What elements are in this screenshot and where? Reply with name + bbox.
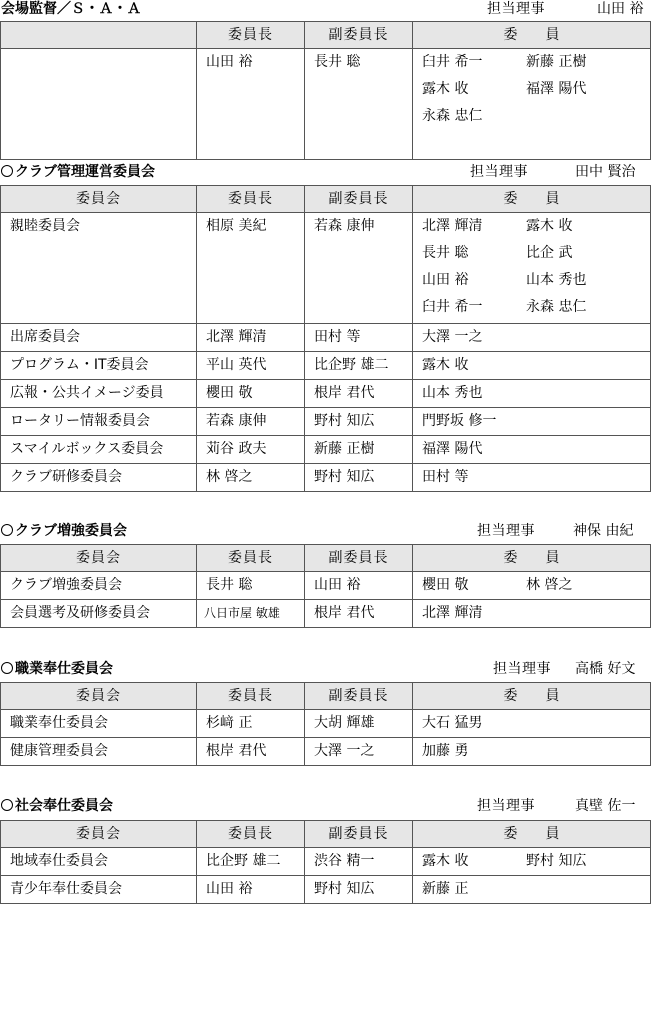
responsible-role: 担当理事 bbox=[477, 798, 535, 814]
responsible-director bbox=[470, 163, 636, 181]
member-name: 比企 武 bbox=[526, 245, 573, 261]
members-cell bbox=[413, 738, 651, 766]
members-cell bbox=[413, 436, 651, 464]
member-name: 田村 等 bbox=[422, 469, 469, 485]
member-name: 露木 收 bbox=[422, 853, 469, 869]
committee-table bbox=[0, 820, 651, 904]
table-row bbox=[1, 352, 651, 380]
table-header-row bbox=[1, 545, 651, 572]
member-name: 北澤 輝清 bbox=[422, 605, 483, 621]
responsible-name: 神保 由紀 bbox=[573, 523, 634, 539]
chair-cell: 櫻田 敬 bbox=[197, 380, 305, 408]
circle-bullet-icon bbox=[1, 165, 13, 177]
committee-name-cell: 出席委員会 bbox=[1, 324, 197, 352]
members-list bbox=[422, 848, 650, 875]
vice-chair-cell: 野村 知広 bbox=[305, 408, 413, 436]
section-title bbox=[1, 797, 113, 815]
members-cell bbox=[413, 876, 651, 904]
table-header-row bbox=[1, 22, 651, 49]
chair-cell: 八日市屋 敏雄 bbox=[197, 600, 305, 628]
members-list bbox=[422, 876, 650, 903]
table-header-row bbox=[1, 821, 651, 848]
responsible-role: 担当理事 bbox=[487, 1, 545, 17]
table-header-row bbox=[1, 186, 651, 213]
section-title-text: クラブ管理運営委員会 bbox=[15, 164, 155, 180]
members-cell bbox=[413, 600, 651, 628]
committee-name-cell: クラブ研修委員会 bbox=[1, 464, 197, 492]
members-list bbox=[422, 408, 650, 435]
members-cell bbox=[413, 352, 651, 380]
members-cell bbox=[413, 213, 651, 324]
member-name: 山本 秀也 bbox=[422, 385, 483, 401]
responsible-director bbox=[477, 522, 634, 540]
committee-name-cell: プログラム・IT委員会 bbox=[1, 352, 197, 380]
column-header: 委員長 bbox=[197, 22, 305, 49]
member-name: 露木 收 bbox=[422, 81, 469, 97]
committee-table bbox=[0, 682, 651, 766]
committee-name-cell: 親睦委員会 bbox=[1, 213, 197, 324]
chair-cell: 平山 英代 bbox=[197, 352, 305, 380]
vice-chair-cell: 野村 知広 bbox=[305, 876, 413, 904]
members-list bbox=[422, 464, 650, 491]
table-row bbox=[1, 436, 651, 464]
committee-name-cell: 会員選考及研修委員会 bbox=[1, 600, 197, 628]
member-name: 山田 裕 bbox=[422, 272, 469, 288]
table-row bbox=[1, 600, 651, 628]
table-row bbox=[1, 876, 651, 904]
section-title bbox=[1, 163, 155, 181]
members-cell bbox=[413, 380, 651, 408]
responsible-name: 高橋 好文 bbox=[575, 661, 636, 677]
members-cell bbox=[413, 464, 651, 492]
committee-table bbox=[0, 544, 651, 628]
committee-name-cell: 健康管理委員会 bbox=[1, 738, 197, 766]
member-name: 露木 收 bbox=[526, 218, 573, 234]
vice-chair-cell: 大澤 一之 bbox=[305, 738, 413, 766]
member-name: 新藤 正 bbox=[422, 881, 469, 897]
column-header: 委 員 bbox=[413, 186, 651, 213]
member-name: 長井 聡 bbox=[422, 245, 469, 261]
responsible-director bbox=[477, 797, 636, 815]
committee-name-cell: 地域奉仕委員会 bbox=[1, 848, 197, 876]
section-title bbox=[1, 660, 113, 678]
responsible-name: 山田 裕 bbox=[597, 1, 644, 17]
member-name: 櫻田 敬 bbox=[422, 577, 469, 593]
responsible-role: 担当理事 bbox=[470, 164, 528, 180]
committee-table bbox=[0, 21, 651, 160]
member-name: 福澤 陽代 bbox=[526, 81, 587, 97]
members-list bbox=[422, 380, 650, 407]
vice-chair-cell: 比企野 雄二 bbox=[305, 352, 413, 380]
members-list bbox=[422, 213, 650, 321]
column-header: 委員会 bbox=[1, 683, 197, 710]
table-row bbox=[1, 738, 651, 766]
responsible-role: 担当理事 bbox=[477, 523, 535, 539]
column-header: 委 員 bbox=[413, 821, 651, 848]
section-title-text: 職業奉仕委員会 bbox=[15, 661, 113, 677]
vice-chair-cell: 大胡 輝雄 bbox=[305, 710, 413, 738]
table-row bbox=[1, 213, 651, 324]
members-cell bbox=[413, 848, 651, 876]
column-header: 委員長 bbox=[197, 821, 305, 848]
section-heading bbox=[0, 522, 651, 542]
committee-name-cell: クラブ増強委員会 bbox=[1, 572, 197, 600]
committee-name-cell: 青少年奉仕委員会 bbox=[1, 876, 197, 904]
chair-cell: 根岸 君代 bbox=[197, 738, 305, 766]
chair-cell: 林 啓之 bbox=[197, 464, 305, 492]
vice-chair-cell: 田村 等 bbox=[305, 324, 413, 352]
member-name: 臼井 希一 bbox=[422, 54, 483, 70]
circle-bullet-icon bbox=[1, 524, 13, 536]
responsible-director bbox=[493, 660, 636, 678]
circle-bullet-icon bbox=[1, 799, 13, 811]
table-row bbox=[1, 380, 651, 408]
column-header: 副委員長 bbox=[305, 821, 413, 848]
vice-chair-cell: 山田 裕 bbox=[305, 572, 413, 600]
vice-chair-cell: 長井 聡 bbox=[305, 49, 413, 160]
members-cell bbox=[413, 710, 651, 738]
column-header: 副委員長 bbox=[305, 22, 413, 49]
member-name: 野村 知広 bbox=[526, 853, 587, 869]
section-title-text: 社会奉仕委員会 bbox=[15, 798, 113, 814]
member-name: 加藤 勇 bbox=[422, 743, 469, 759]
responsible-name: 真壁 佐一 bbox=[575, 798, 636, 814]
table-row bbox=[1, 710, 651, 738]
vice-chair-cell: 渋谷 精一 bbox=[305, 848, 413, 876]
chair-cell: 山田 裕 bbox=[197, 49, 305, 160]
column-header: 委員会 bbox=[1, 186, 197, 213]
circle-bullet-icon bbox=[1, 662, 13, 674]
chair-cell: 山田 裕 bbox=[197, 876, 305, 904]
section-title bbox=[1, 522, 127, 540]
member-name: 永森 忠仁 bbox=[526, 299, 587, 315]
column-header: 副委員長 bbox=[305, 186, 413, 213]
members-list bbox=[422, 352, 650, 379]
member-name: 門野坂 修一 bbox=[422, 413, 497, 429]
committee-name-cell: スマイルボックス委員会 bbox=[1, 436, 197, 464]
committee-name-cell: 職業奉仕委員会 bbox=[1, 710, 197, 738]
members-list bbox=[422, 572, 650, 599]
responsible-name: 田中 賢治 bbox=[575, 164, 636, 180]
vice-chair-cell: 新藤 正樹 bbox=[305, 436, 413, 464]
members-list bbox=[422, 738, 650, 765]
column-header: 委員長 bbox=[197, 683, 305, 710]
table-header-row bbox=[1, 683, 651, 710]
column-header: 副委員長 bbox=[305, 683, 413, 710]
member-name: 臼井 希一 bbox=[422, 299, 483, 315]
members-cell bbox=[413, 324, 651, 352]
members-list bbox=[422, 600, 650, 627]
chair-cell: 比企野 雄二 bbox=[197, 848, 305, 876]
member-name: 大石 猛男 bbox=[422, 715, 483, 731]
table-row bbox=[1, 324, 651, 352]
chair-cell: 杉﨑 正 bbox=[197, 710, 305, 738]
chair-cell: 北澤 輝清 bbox=[197, 324, 305, 352]
member-name: 林 啓之 bbox=[526, 577, 573, 593]
section-title-text: 会場監督／Ｓ・Ａ・Ａ bbox=[1, 1, 141, 17]
members-cell bbox=[413, 49, 651, 160]
member-name: 山本 秀也 bbox=[526, 272, 587, 288]
column-header: 副委員長 bbox=[305, 545, 413, 572]
committee-name-cell: 広報・公共イメージ委員 bbox=[1, 380, 197, 408]
committee-name-cell bbox=[1, 49, 197, 160]
table-row bbox=[1, 49, 651, 160]
vice-chair-cell: 根岸 君代 bbox=[305, 600, 413, 628]
column-header: 委員会 bbox=[1, 545, 197, 572]
column-header: 委員会 bbox=[1, 821, 197, 848]
chair-cell: 苅谷 政夫 bbox=[197, 436, 305, 464]
committee-table bbox=[0, 185, 651, 492]
vice-chair-cell: 根岸 君代 bbox=[305, 380, 413, 408]
members-cell bbox=[413, 572, 651, 600]
members-cell bbox=[413, 408, 651, 436]
chair-cell: 相原 美紀 bbox=[197, 213, 305, 324]
chair-cell: 長井 聡 bbox=[197, 572, 305, 600]
responsible-role: 担当理事 bbox=[493, 661, 551, 677]
member-name: 露木 收 bbox=[422, 357, 469, 373]
vice-chair-cell: 若森 康伸 bbox=[305, 213, 413, 324]
table-row bbox=[1, 848, 651, 876]
member-name: 福澤 陽代 bbox=[422, 441, 483, 457]
member-name: 北澤 輝清 bbox=[422, 218, 483, 234]
table-row bbox=[1, 572, 651, 600]
section-title bbox=[1, 0, 141, 18]
table-row bbox=[1, 408, 651, 436]
section-title-text: クラブ増強委員会 bbox=[15, 523, 127, 539]
members-list bbox=[422, 324, 650, 351]
members-list bbox=[422, 49, 650, 130]
column-header bbox=[1, 22, 197, 49]
section-heading bbox=[0, 797, 651, 817]
vice-chair-cell: 野村 知広 bbox=[305, 464, 413, 492]
column-header: 委 員 bbox=[413, 545, 651, 572]
column-header: 委員長 bbox=[197, 545, 305, 572]
section-heading bbox=[0, 660, 651, 680]
section-heading bbox=[0, 0, 651, 20]
members-list bbox=[422, 710, 650, 737]
members-list bbox=[422, 436, 650, 463]
committee-name-cell: ロータリー情報委員会 bbox=[1, 408, 197, 436]
column-header: 委 員 bbox=[413, 22, 651, 49]
column-header: 委 員 bbox=[413, 683, 651, 710]
chair-cell: 若森 康伸 bbox=[197, 408, 305, 436]
table-row bbox=[1, 464, 651, 492]
member-name: 永森 忠仁 bbox=[422, 108, 483, 124]
member-name: 新藤 正樹 bbox=[526, 54, 587, 70]
column-header: 委員長 bbox=[197, 186, 305, 213]
section-heading bbox=[0, 163, 651, 183]
member-name: 大澤 一之 bbox=[422, 329, 483, 345]
responsible-director bbox=[487, 0, 644, 18]
